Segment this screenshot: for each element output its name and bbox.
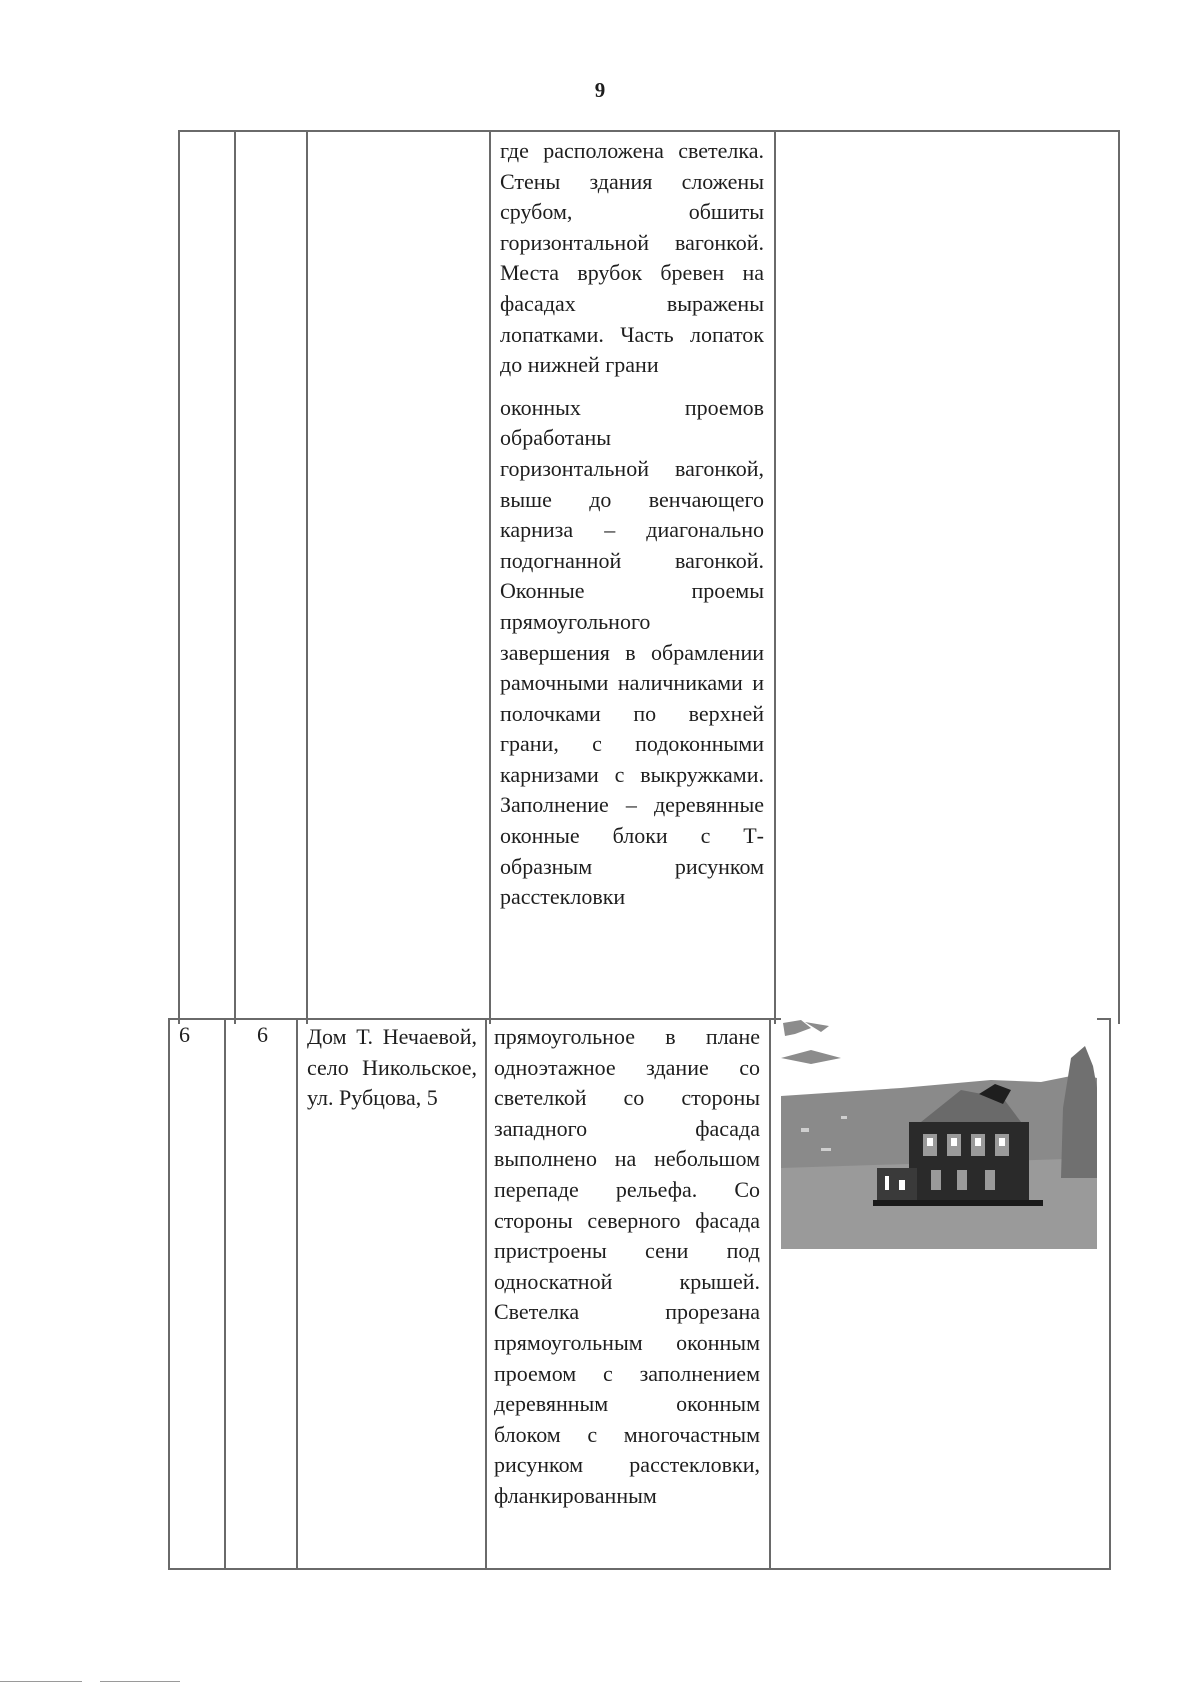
table-bottom-border (168, 1568, 1111, 1570)
footer-line-right (100, 1681, 180, 1682)
object-name-cell (307, 1022, 477, 1114)
table-row-6 (168, 1018, 1111, 1570)
col-border-2 (224, 1018, 226, 1570)
house-photo (781, 1018, 1097, 1249)
col-border-5 (774, 130, 776, 1024)
description-cell (494, 1022, 760, 1512)
col-border-6 (1118, 130, 1120, 1024)
description-cell (500, 136, 764, 913)
col-border-4 (485, 1018, 487, 1570)
col-border-6 (1109, 1018, 1111, 1570)
col-border-4 (489, 130, 491, 1024)
table-top-border (178, 130, 1120, 132)
col-border-1 (168, 1018, 170, 1570)
row-number: 6 (179, 1022, 190, 1047)
col-border-1 (178, 130, 180, 1024)
col-border-3 (306, 130, 308, 1024)
register-number: 6 (257, 1022, 268, 1047)
col-border-5 (769, 1018, 771, 1570)
col-border-3 (296, 1018, 298, 1570)
col-border-2 (234, 130, 236, 1024)
footer-line-left (0, 1681, 82, 1682)
description-part2: оконных проемов обработаны горизонтальной вагонкой, выше до венчающего карниза – диагонально подогнанной вагонкой. Оконные проемы прямоугольного завершения в обрамлении рамочными наличниками и полочками по верхней грани, с подоконными карнизами с выкружками. Заполнение – деревянные оконные блоки с Т-образным рисунком расстекловки (500, 394, 764, 910)
table-row-continued (178, 130, 1120, 1024)
page-number: 9 (594, 78, 606, 102)
description-part1: где расположена светелка. Стены здания сложены срубом, обшиты горизонтальной вагонкой. Места врубок бревен на фасадах выражены лопатками. Часть лопаток до нижней грани (500, 138, 764, 378)
description: прямоугольное в плане одноэтажное здание со светелкой со стороны западного фасада выполнено на небольшом перепаде рельефа. Со стороны северного фасада пристроены сени под односкатной крышей. Светелка прорезана прямоугольным оконным проемом с заполнением деревянным оконным блоком с многочастным рисунком расстекловки, фланкированным (494, 1024, 760, 1508)
object-name: Дом Т. Нечаевой, село Никольское, ул. Рубцова, 5 (307, 1024, 477, 1111)
